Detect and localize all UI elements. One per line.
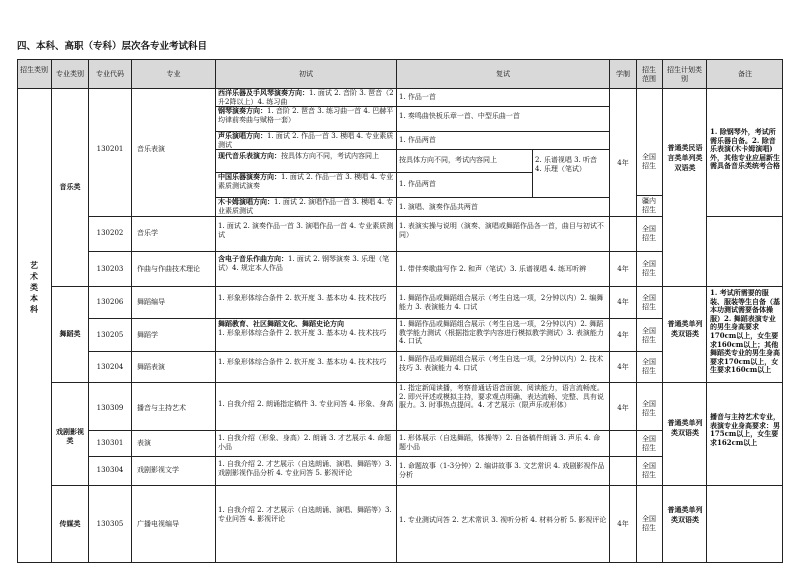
composition-major: 作曲与作曲技术理论 [137,265,200,273]
music-perf-dir5 [218,173,395,190]
composition-code: 130203 [96,265,124,273]
row-divider [636,195,662,196]
music-perf-dir4 [218,152,395,161]
drama-lit-code: 130304 [96,466,124,474]
dir-body: 1. 面试 2. 作品一首 3. 模唱 4. 专业素质测试 [218,132,394,149]
drama-lit-scope: 全国招生 [642,462,656,479]
drama-remark: 播音与主持艺术专业，表演专业身高要求：男175cm以上，女生要求162cm以上 [710,412,780,447]
music-perf-retest5: 1. 作品两首 [399,180,436,188]
col-divider [131,59,132,563]
header-remarks: 备注 [738,70,752,78]
row-divider [88,251,662,252]
dance-st-duration: 4年 [617,331,629,339]
row-divider [88,216,662,217]
music-perf-dir3 [218,132,395,149]
acting-retest: 1. 形体展示（自选舞蹈，体操等）2. 自备稿件朗诵 3. 声乐 4. 命题小品 [399,434,601,451]
dance-plan-type: 普通类单列类双语类 [667,319,703,338]
header-retest: 复试 [496,70,510,78]
dance-ch-major: 舞蹈编导 [137,298,165,306]
broadcast-major: 播音与主持艺术 [137,404,186,412]
dance-remark: 1. 考试所需要的服装、服装等生自备（基本功测试需要备体操服）2. 舞蹈表演专业的男生身高要求170cm以上，女生要求160cm以上；其他舞蹈类专业的男生身高要求170cm以上，女生要求160cm以上 [710,288,780,375]
page-title: 四、本科、高职（专科）层次各专业考试科目 [17,41,208,52]
composition-retest: 1. 带伴奏歌曲写作 2. 和声（笔试）3. 乐谱视唱 4. 练耳听辨 [399,265,587,273]
dance-st-initial [218,320,395,337]
acting-major: 表演 [137,439,151,447]
col-divider [532,149,533,197]
dance-pf-scope: 全国招生 [642,358,656,375]
dance-pf-duration: 4年 [617,363,629,371]
col-divider [662,59,663,563]
header-scope: 招生范围 [642,66,656,83]
music-perf-retest1: 1. 作品一首 [399,93,436,101]
music-remark: 1. 除钢琴外，考试所需乐器自备。2. 除音乐表演(木卡姆演唱)外，其他专业应届新生需具备音乐类统考合格 [710,127,780,171]
dir-title: 西洋乐器及手风琴演奏方向： [218,88,309,97]
drama-lit-major: 戏剧影视文学 [137,466,179,474]
header-plan-type: 招生计划类别 [667,66,702,83]
music-perf-major: 音乐表演 [137,145,165,153]
col-divider [88,59,89,563]
dance-ch-code: 130206 [96,298,124,306]
broadcast-code: 130309 [96,404,124,412]
musicology-initial: 1. 面试 2. 演奏作品一首 3. 演唱作品一首 4. 专业素质测试 [218,222,394,239]
row-divider [51,382,783,383]
tv-plan-type: 普通类单列类双语类 [667,505,703,524]
broadcast-initial: 1. 自我介绍 2. 朗诵指定稿件 3. 专业问答 4. 形象、身高 [218,400,394,408]
row-divider [88,351,662,352]
dance-st-direction: 舞蹈教育、社区舞蹈文化、舞蹈史论方向 [218,319,344,328]
musicology-scope: 全国招生 [642,225,656,242]
col-divider [396,59,397,563]
composition-initial-body: 1. 面试 2. 钢琴演奏 3. 乐理（笔试）4. 规定本人作品 [218,255,390,272]
row-divider [17,88,783,89]
dance-pf-major: 舞蹈表演 [137,363,165,371]
music-perf-dir6 [218,198,395,215]
col-divider [609,59,610,563]
level-label: 艺术类本科 [30,260,38,314]
music-perf-dir2 [218,107,395,124]
header-major: 专业 [166,70,181,78]
category-media: 传媒类 [59,519,81,528]
dir-title: 木卡姆演唱方向： [218,197,274,206]
composition-initial [218,255,395,272]
music-perf-retest3: 1. 作品两首 [399,136,436,144]
row-divider [88,430,662,431]
dir-title: 中国乐器演奏方向： [218,172,281,181]
music-perf-dir1 [218,89,395,106]
col-divider [706,59,707,563]
dir-body: 1. 面试 2. 作品一首 3. 模唱 4. 专业素质测试演奏 [218,173,394,190]
col-divider [51,59,52,563]
dance-st-initial-body: 1. 形象形体综合条件 2. 软开度 3. 基本功 4. 技术技巧 [218,328,387,337]
composition-direction: 含电子音乐作曲方向： [218,254,288,263]
acting-scope: 全国招生 [642,435,656,452]
dir-title: 声乐演唱方向： [218,131,267,140]
row-divider [706,216,783,217]
row-divider [88,318,662,319]
composition-duration: 4年 [617,265,629,273]
dance-ch-retest: 1. 舞蹈作品或舞蹈组合展示（考生自选一项，2分钟以内）2. 编舞能力 3. 表演能力 4. 口试 [399,294,604,311]
music-perf-scope-xinjiang: 疆内招生 [642,197,656,214]
music-perf-retest2: 1. 奏鸣曲快板乐章一首、中型乐曲一首 [399,112,520,120]
header-level: 招生类别 [20,66,48,74]
dance-pf-code: 130204 [96,363,124,371]
dance-pf-initial: 1. 形象形体综合条件 2. 软开度 3. 基本功 4. 技术技巧 [218,358,387,366]
category-drama: 戏剧影视类 [56,427,84,445]
tv-duration: 4年 [617,520,629,528]
row-divider [51,286,783,287]
category-dance: 舞蹈类 [59,329,81,338]
dance-ch-duration: 4年 [617,298,629,306]
category-music: 音乐类 [59,182,81,191]
dance-ch-scope: 全国招生 [642,294,656,311]
music-perf-retest-common: 2. 乐谱视唱 3. 听音 4. 乐理（笔试） [535,156,598,173]
dance-st-retest: 1. 舞蹈作品或舞蹈组合展示（考生自选一项，2分钟以内）2. 舞蹈教学能力测试（根据指定教学内容进行模拟教学测试）3. 表演能力 4. 口试 [399,320,604,346]
musicology-code: 130202 [96,229,124,237]
dir-body: 1. 面试 2. 演唱作品一首 3. 模唱 4. 专业素质测试 [218,198,394,215]
composition-scope: 全国招生 [642,260,656,277]
musicology-retest: 1. 表演实操与说明（演奏、演唱或舞蹈作品各一首，曲目与初试不同） [399,222,604,239]
dir-body: 按具体方向不同，考试内容同上 [281,152,379,160]
broadcast-scope: 全国招生 [642,400,656,417]
music-perf-retest6: 1. 演唱、演奏作品共两首 [399,203,478,211]
dance-st-scope: 全国招生 [642,327,656,344]
header-initial: 初试 [299,70,313,78]
broadcast-duration: 4年 [617,404,629,412]
acting-initial: 1. 自我介绍（形象、身高）2. 朗诵 3. 才艺展示 4. 命题小品 [218,434,392,451]
row-divider [88,456,662,457]
music-perf-retest4: 按具体方向不同，考试内容同上 [399,156,497,164]
row-divider [51,485,783,486]
dir-body: 1. 面试 2. 音阶 3. 琶音（2升2降以上）4. 练习曲 [218,89,394,106]
tv-major: 广播电视编导 [137,520,179,528]
col-divider [636,59,637,563]
tv-retest: 1. 专业测试问答 2. 艺术常识 3. 视听分析 4. 材料分析 5. 影视评论 [399,516,607,524]
music-perf-code: 130201 [96,145,124,153]
dir-title: 钢琴演奏方向： [218,106,267,115]
dir-title: 现代音乐表演方向： [218,151,281,160]
broadcast-retest: 1. 指定新闻读播，考察普通话语音面貌、阅读能力，语言流畅度。2. 即兴评述或模拟主持，要求观点明确、表达流畅、完整、具有说服力。3. 时事热点提问。4. 才艺展示（限声乐或形体） [399,384,604,410]
header-duration: 学制 [616,70,630,78]
musicology-major: 音乐学 [137,229,158,237]
tv-code: 130305 [96,520,124,528]
tv-scope: 全国招生 [642,515,656,532]
drama-lit-initial: 1. 自我介绍 2. 才艺展示（自选朗诵、演唱、舞蹈等）3. 戏剧影视作品分析 4. 专业问答 5. 影视评论 [218,460,392,477]
acting-code: 130301 [96,439,124,447]
drama-lit-retest: 1. 命题故事（1-3分钟）2. 编讲故事 3. 文艺常识 4. 戏剧影视作品分析 [399,462,605,479]
dance-st-major: 舞蹈学 [137,331,158,339]
col-divider [215,59,216,563]
music-plan-type: 普通类民语言类单列类双语类 [667,143,703,172]
drama-plan-type: 普通类单列类双语类 [667,418,703,437]
header-code: 专业代码 [96,70,124,78]
music-perf-duration: 4年 [617,159,629,167]
tv-initial: 1. 自我介绍 2. 才艺展示（自选朗诵、演唱、舞蹈等）3. 专业问答 4. 影视评论 [218,506,392,523]
dir-body: 1. 音阶 2. 琶音 3. 练习曲一首 4. 巴赫平均律前奏曲与赋格一套） [218,107,394,124]
dance-pf-retest: 1. 舞蹈作品或舞蹈组合展示（考生自选一项，2分钟以内）2. 技术技巧 3. 表演能力 4. 口试 [399,355,604,372]
header-category: 专业类别 [56,70,84,78]
music-perf-scope-national: 全国招生 [642,153,656,170]
dance-ch-initial: 1. 形象形体综合条件 2. 软开度 3. 基本功 4. 技术技巧 [218,294,387,302]
dance-st-code: 130205 [96,331,124,339]
